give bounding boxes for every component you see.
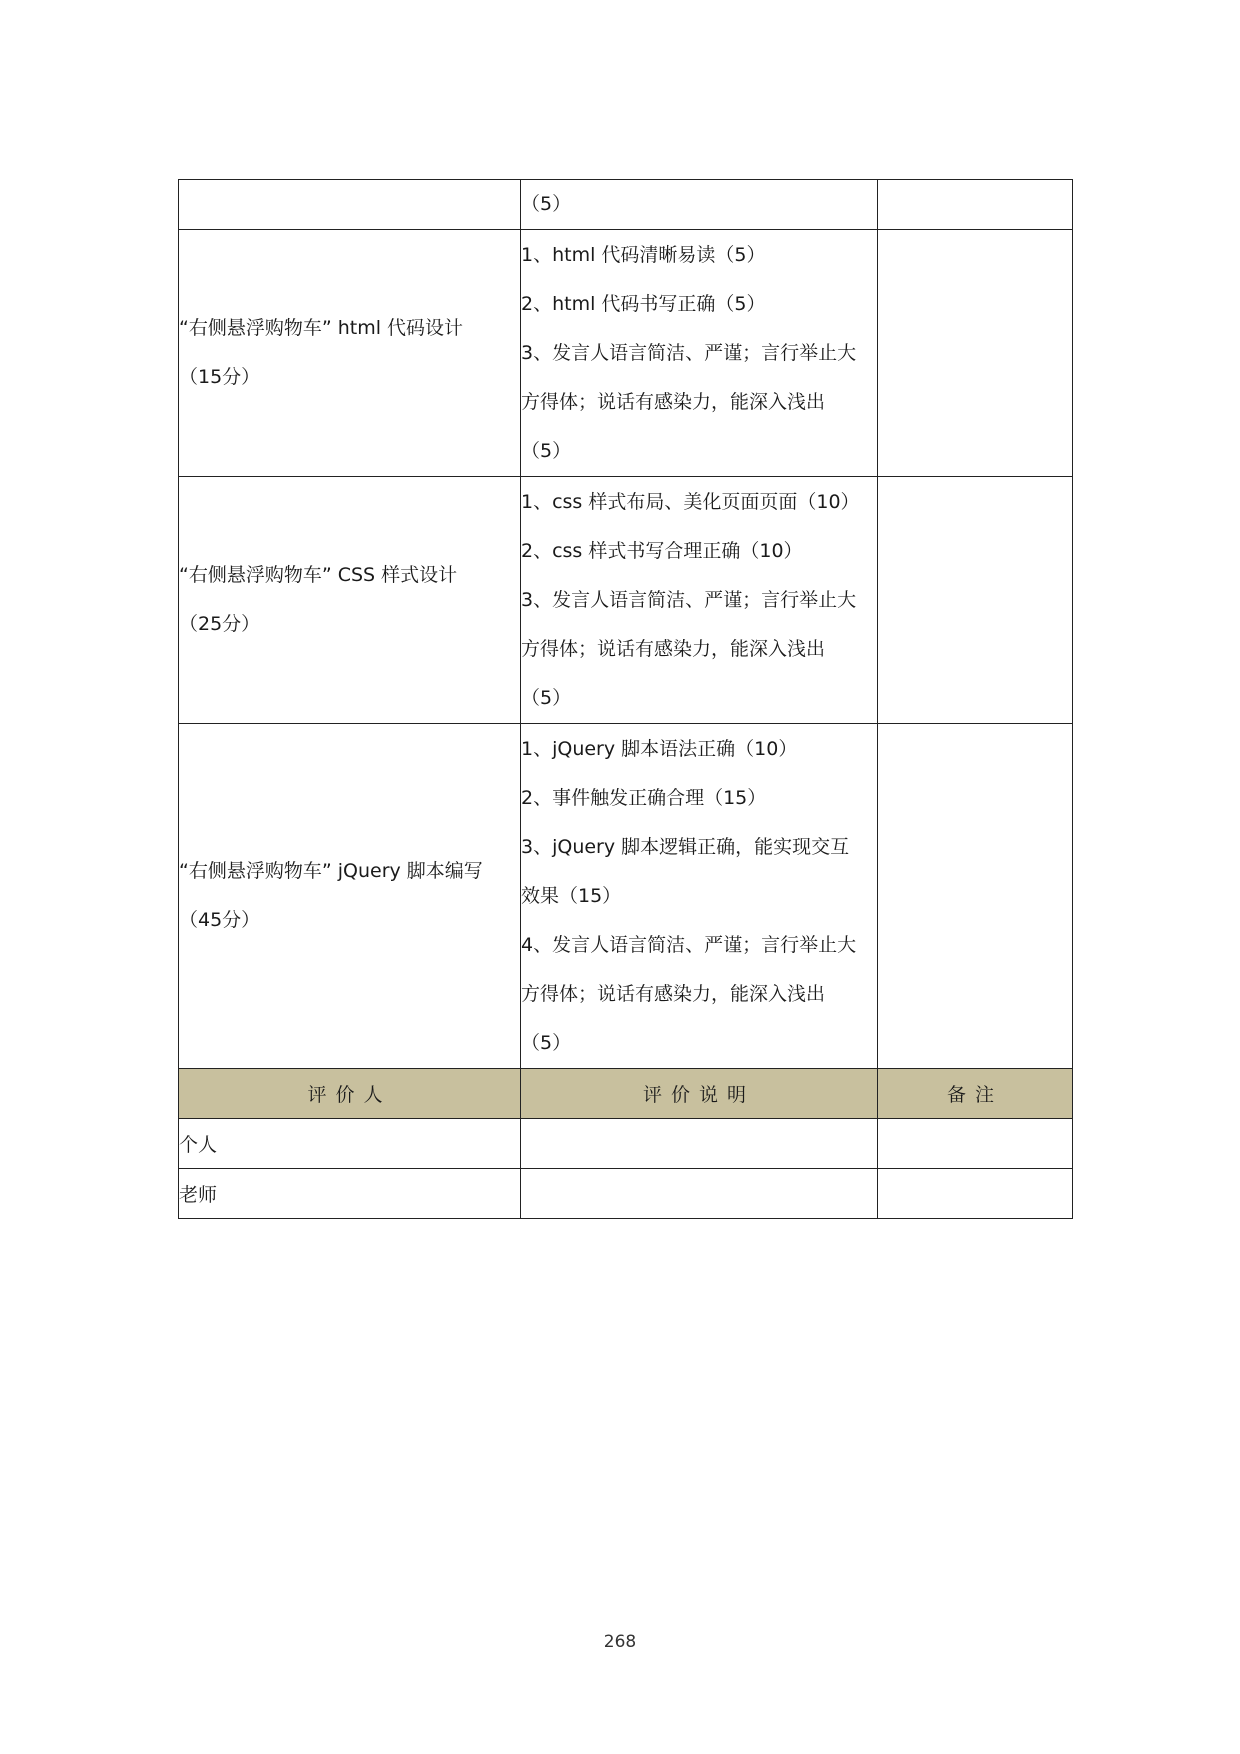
evaluator-row-self <box>179 1119 1073 1169</box>
criteria-line: 效果（15） <box>521 884 622 907</box>
item-title: “右侧悬浮购物车” CSS 样式设计 <box>179 564 458 586</box>
evaluation-table <box>178 179 1073 1219</box>
score-cell <box>878 230 1073 477</box>
criteria-line: （5） <box>521 439 572 462</box>
item-cell <box>179 724 521 1069</box>
remarks-cell <box>878 1169 1073 1219</box>
evaluator-label: 老师 <box>179 1169 521 1219</box>
evaluator-label: 个人 <box>179 1119 521 1169</box>
criteria-line: 方得体；说话有感染力，能深入浅出 <box>521 637 826 660</box>
item-title: “右侧悬浮购物车” html 代码设计 <box>179 317 464 339</box>
table-row-html <box>179 230 1073 477</box>
item-title: “右侧悬浮购物车” jQuery 脚本编写 <box>179 860 483 882</box>
item-cell <box>179 230 521 477</box>
page-number: 268 <box>603 1632 637 1652</box>
criteria-line: 方得体；说话有感染力，能深入浅出 <box>521 390 826 413</box>
item-points: （15分） <box>179 366 261 388</box>
criteria-line: 3、发言人语言简洁、严谨；言行举止大 <box>521 588 857 611</box>
criteria-line: 2、html 代码书写正确（5） <box>521 292 766 315</box>
criteria-line: （5） <box>521 1031 572 1054</box>
criteria-cell <box>521 724 878 1069</box>
criteria-line: 3、jQuery 脚本逻辑正确，能实现交互 <box>521 835 850 858</box>
criteria-line: 1、css 样式布局、美化页面页面（10） <box>521 490 860 513</box>
score-cell <box>878 724 1073 1069</box>
criteria-line: 方得体；说话有感染力，能深入浅出 <box>521 982 826 1005</box>
evaluation-cell <box>521 1169 878 1219</box>
score-cell <box>878 180 1073 230</box>
criteria-line: 4、发言人语言简洁、严谨；言行举止大 <box>521 933 857 956</box>
header-description: 评价说明 <box>521 1069 878 1119</box>
criteria-line: 2、css 样式书写合理正确（10） <box>521 539 803 562</box>
criteria-line: 2、事件触发正确合理（15） <box>521 786 767 809</box>
score-cell <box>878 477 1073 724</box>
item-points: （25分） <box>179 613 261 635</box>
table-row-continuation <box>179 180 1073 230</box>
criteria-cell <box>521 180 878 230</box>
criteria-cell <box>521 230 878 477</box>
criteria-line: 1、jQuery 脚本语法正确（10） <box>521 737 798 760</box>
criteria-line: （5） <box>521 686 572 709</box>
criteria-cell <box>521 477 878 724</box>
evaluation-cell <box>521 1119 878 1169</box>
item-cell <box>179 180 521 230</box>
item-cell <box>179 477 521 724</box>
header-evaluator: 评价人 <box>179 1069 521 1119</box>
table-row-css <box>179 477 1073 724</box>
header-remarks: 备注 <box>878 1069 1073 1119</box>
evaluator-row-teacher <box>179 1169 1073 1219</box>
criteria-line: 1、html 代码清晰易读（5） <box>521 243 766 266</box>
item-points: （45分） <box>179 909 261 931</box>
table-row-jquery <box>179 724 1073 1069</box>
criteria-line: 3、发言人语言简洁、严谨；言行举止大 <box>521 341 857 364</box>
remarks-cell <box>878 1119 1073 1169</box>
criteria-line: （5） <box>521 193 572 215</box>
evaluator-header-row <box>179 1069 1073 1119</box>
